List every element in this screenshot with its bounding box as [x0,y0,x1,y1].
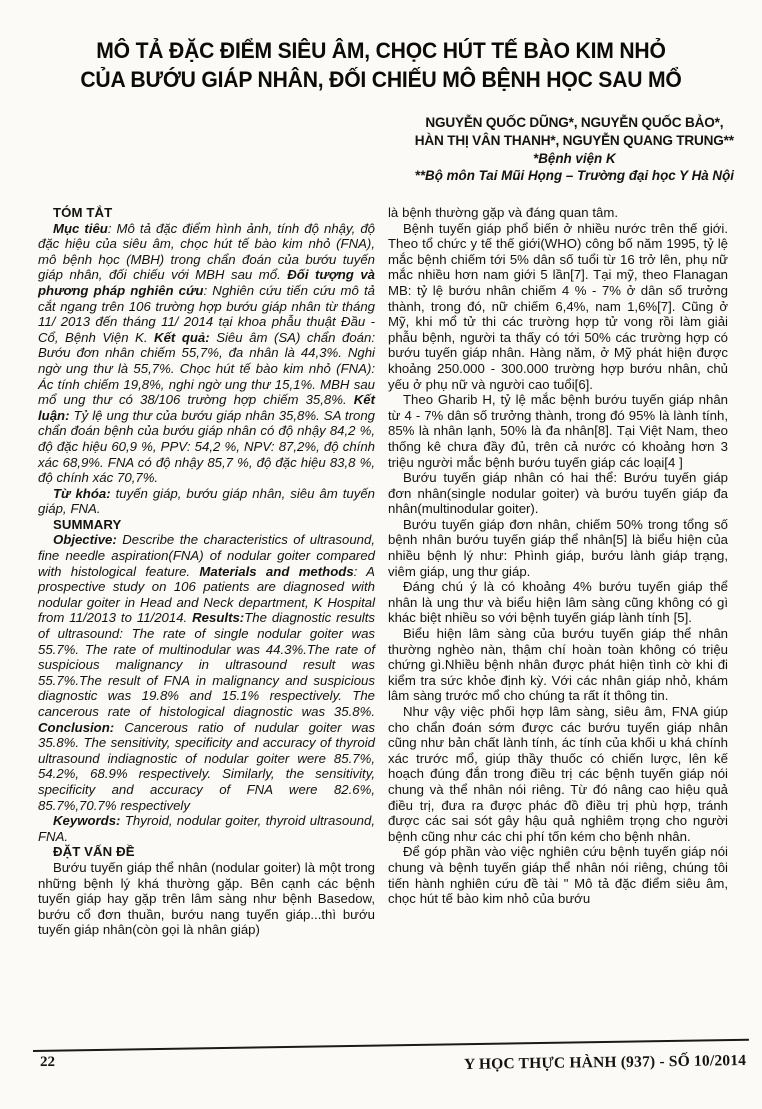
section-heading-tom-tat: TÓM TẮT [53,205,113,220]
body-paragraph-5: Bướu tuyến giáp đơn nhân, chiếm 50% trong tổng số bệnh nhân bướu tuyến giáp thể nhân[5] là biểu hiện của nhiều bệnh lý như: Phình giáp, bướu lành giáp trạng, viêm giáp, ung thư giáp. [388,516,728,579]
body-paragraph-8: Như vậy việc phối hợp lâm sàng, siêu âm, FNA giúp cho chẩn đoán sớm được các bướu tuyến giáp nhân cũng như bản chất lành tính, ác tính của khối u khá chính xác trước mổ, giúp thầy thuốc có chiến lược, lên kế hoạch đúng đắn trong điều trị các bệnh tuyến giáp nói chung và thể nhân nói riêng. Từ đó nâng cao hiệu quả điều trị, đưa ra được phác đồ điều trị phù hợp, tránh được các sai sót gây hậu quả nghiêm trọng cho người bệnh cũng như các chi phí tốn kém cho bệnh nhân. [388,704,728,844]
body-paragraph-1: là bệnh thường gặp và đáng quan tâm. [388,205,619,220]
body-paragraph-9: Để góp phần vào việc nghiên cứu bệnh tuyến giáp nói chung và bệnh tuyến giáp thể nhân nói riêng, chúng tôi tiến hành nghiên cứu đề tài " Mô tả đặc điểm siêu âm, chọc hút tế bào kim nhỏ của bướu [388,844,728,907]
body-paragraph-7: Biểu hiện lâm sàng của bướu tuyến giáp thể nhân thường nghèo nàn, thậm chí hoàn toàn không có triệu chứng gì.Nhiều bệnh nhân được phát hiện tình cờ khi đi kiểm tra sức khỏe định kỳ. Với các nhân giáp nhỏ, khám lâm sàng trước mổ cho chúng ta rất ít thông tin. [388,626,728,704]
body-columns [0,184,762,938]
introduction-paragraph: Bướu tuyến giáp thể nhân (nodular goiter) là một trong những bệnh lý khá thường gặp. Bên cạnh các bệnh tuyến giáp hay gặp trên lâm sàng như bệnh Basedow, bướu cổ đơn thuần, bướu nang tuyến giáp...thì bướu tuyến giáp nhân(còn gọi là nhân giáp) [38,859,375,938]
article-title-line2: CỦA BƯỚU GIÁP NHÂN, ĐỐI CHIẾU MÔ BỆNH HỌC SAU MỔ [80,67,682,92]
left-column [38,205,375,938]
author-names-line1: NGUYỄN QUỐC DŨNG*, NGUYỄN QUỐC BẢO*, [425,115,724,130]
summary-paragraph: Objective: Describe the characteristics of ultrasound, fine needle aspiration(FNA) of nodular goiter compared with histological feature. Materials and methods: A prospective study on 106 patients are diagnosed with nodular goiter in Head and Neck department, K Hospital from 11/2013 to 11/2014. Results:The diagnostic results of ultrasound: The rate of single nodular goiter was 55.7%. The rate of multinodular was 44.3%.The rate of suspicious malignancy in ultrasound result was 55.7%.The result of FNA in malignancy and suspicious diagnostic was 19.8% and 15.1% respectively. The cancerous rate of histological diagnostic was 35.8%. Conclusion: Cancerous ratio of nudular goiter was 35.8%. The sensitivity, specificity and accuracy of thyroid ultrasound indiagnostic of nodular goiter were 85.7%, 54.2%, 68.9% respectively. Similarly, the sensitivity, specificity and accuracy of FNA were 82.6%, 85.7%,70.7% respectively [38,532,375,813]
author-names-line2: HÀN THỊ VÂN THANH*, NGUYỄN QUANG TRUNG** [414,133,734,148]
article-title [15,36,747,94]
body-paragraph-6: Đáng chú ý là có khoảng 4% bướu tuyến giáp thể nhân là ung thư và biểu hiện lâm sàng cũng không có gì khác biệt nhiều so với bệnh tuyến giáp lành tính [5]. [388,579,728,626]
footer-row [0,1054,762,1072]
article-title-line1: MÔ TẢ ĐẶC ĐIỂM SIÊU ÂM, CHỌC HÚT TẾ BÀO KIM NHỎ [96,38,666,63]
body-paragraph-4: Bướu tuyến giáp nhân có hai thể: Bướu tuyến giáp đơn nhân(single nodular goiter) và bướu tuyến giáp đa nhân(multinodular goiter). [388,470,728,517]
section-heading-dat-van-de: ĐẶT VẤN ĐỀ [53,844,135,860]
right-column [388,205,728,938]
section-heading-summary: SUMMARY [53,516,122,532]
body-paragraph-2: Bệnh tuyến giáp phổ biến ở nhiều nước trên thế giới. Theo tổ chức y tế thế giới(WHO) công bố năm 1995, tỷ lệ mắc bệnh chiếm tới 5% dân số tuổi từ 16 trở lên, phụ nữ mắc nhiều hơn nam giới 5 lần[7]. Tại mỹ, theo Flanagan MB: tỷ lệ bướu nhân chiếm 4 % - 7% ở dân số trưởng thành, trong đó, nữ chiếm 6,4%, nam 1,6%[7]. Cũng ở Mỹ, khi mổ tử thi các trường hợp tử vong rồi làm giải phẫu bệnh, người ta thấy có tới 50% các trường hợp có bướu tuyến giáp nhân. Hàng năm, ở Mỹ phát hiện được khoảng 250.000 - 300.000 trường hợp bướu nhân, chủ yếu ở phụ nữ và người cao tuổi[6]. [388,220,728,392]
abstract-vi-paragraph: Mục tiêu: Mô tả đặc điểm hình ảnh, tính độ nhậy, độ đặc hiệu của siêu âm, chọc hút tế bào kim nhỏ (FNA), mô bệnh học (MBH) trong chẩn đoán của bướu tuyến giáp nhân, đối chiếu với MBH sau mổ. Đối tượng và phương pháp nghiên cứu: Nghiên cứu tiến cứu mô tả cắt ngang trên 106 trường hợp bướu giáp nhân từ tháng 11/ 2013 đến tháng 11/ 2014 tại khoa phẫu thuật Đầu - Cổ, Bệnh Viện K. Kết quả: Siêu âm (SA) chẩn đoán: Bướu đơn nhân chiếm 55,7%, đa nhân là 44,3%. Nghi ngờ ung thư là 55,7%. Chọc hút tế bào kim nhỏ (FNA): Ác tính chiếm 19,8%, nghi ngờ ung thư 15,1%. MBH sau mổ ung thư có 38/106 trường hợp chiếm 35,8%. Kết luận: Tỷ lệ ung thư của bướu giáp nhân 35,8%. SA trong chẩn đoán bệnh của bướu giáp nhân có độ nhậy 84,2 %, độ đặc hiệu 60,9 %, PPV: 54,2 %, NPV: 87,2%, độ chính xác 68,9%. FNA có độ nhậy 85,7 %, độ đặc hiệu 83,8 %, độ chính xác 70,7%. [38,220,376,486]
page-number: 22 [40,1054,55,1070]
affiliation-line1: *Bệnh viện K [533,151,616,166]
journal-title: Y HỌC THỰC HÀNH (937) - SỐ 10/2014 [463,1052,747,1073]
title-block [0,0,762,94]
footer-divider [33,1039,749,1052]
keywords-en-paragraph: Keywords: Thyroid, nodular goiter, thyroid ultrasound, FNA. [38,813,375,844]
body-paragraph-3: Theo Gharib H, tỷ lệ mắc bệnh bướu tuyến giáp nhân từ 4 - 7% dân số trưởng thành, trong đó 95% là lành tính, 85% là nhân lạnh, 50% là đa nhân[8]. Tại Việt Nam, theo thống kê chưa đầy đủ, trên cả nước có khoảng hơn 3 triệu người mắc bệnh bướu tuyến giáp các loại[4 ] [388,392,728,470]
authors-wrap [0,114,762,184]
authors-block [415,114,734,184]
keywords-vi-paragraph: Từ khóa: tuyến giáp, bướu giáp nhân, siêu âm tuyến giáp, FNA. [38,485,375,517]
affiliation-line2: **Bộ môn Tai Mũi Họng – Trường đại học Y Hà Nội [414,168,734,183]
